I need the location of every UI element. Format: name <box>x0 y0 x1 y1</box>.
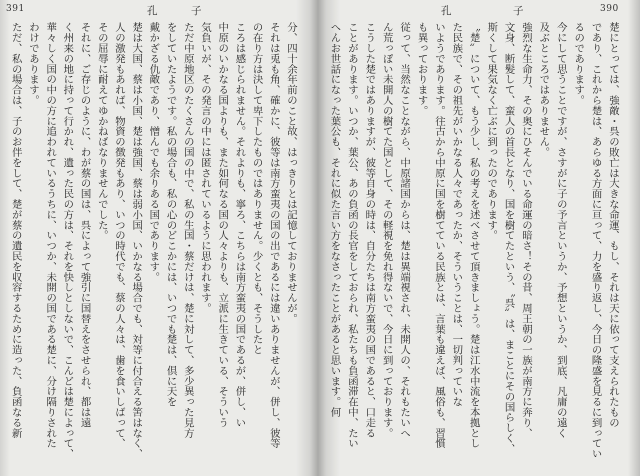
text-column: ただ中原地区のたくさんの国の中で、私の生国・蔡だけは、楚に対して、多少異った見方 <box>181 22 194 438</box>
text-column: 楚は大国、蔡は小国、楚は強国、蔡は弱小国、いかなる場合でも、対等に付合える筈はなく、 <box>130 22 143 459</box>
left-page-text <box>7 22 299 474</box>
text-column: 文身、断髪して、蛮人の首長となり、国を樹てたという、〝呉〟は、まことにその国らしく、 <box>502 22 515 454</box>
text-column: ことがあります。いつか、葉公、あの負函の長官をしておられ、私たちも負函滞在中、たい <box>345 22 358 449</box>
text-column: く州来の地に持って行かれ、遺った民の方は、それを快しとしないで、こんどは楚によって、 <box>61 22 74 459</box>
text-column: へんお世話になった葉公も、それに似た言い方をなさったことがあると思います。何 <box>328 22 341 418</box>
text-column: 強烈な生命力、その奥にひそんでいる命運の暗さ！その昔、周王朝の一族が南方に奔り、 <box>519 22 532 438</box>
text-column: をしていたようです。私の場合も、私の心のどこかには、いつでも楚は、倶に天を <box>164 22 177 407</box>
text-column: も異っております。 <box>415 22 428 116</box>
right-page-text <box>325 22 621 474</box>
right-page-number: 390 <box>600 4 619 14</box>
text-column: るのであります。 <box>572 22 585 106</box>
right-running-head-char: 子 <box>513 5 524 17</box>
text-column: 戴かざる仇敵であり、憎んでも余りある国であります。 <box>147 22 160 282</box>
text-column: いようであります。往古から中原に国を樹てている民族とは、言葉も違えば、風俗も、習慣 <box>432 22 445 449</box>
text-column: その屈辱に耐えてゆかねばなりませんでした。 <box>95 22 108 241</box>
text-column: こうした楚ではありますが、彼等自身の時は、自分たちは南方蛮夷の国であると、口走る <box>363 22 376 438</box>
text-column: 今にして思うことですが、さすがに子の予言というか、予想というか、到底、凡庸の遠く <box>554 22 567 438</box>
text-column: 及ぶところではありません。 <box>537 22 550 158</box>
text-column: 分、四十余年前のこと故、はっきりとは記憶しておりませんが。 <box>285 22 297 324</box>
text-column: であり、これから楚は、あらゆる方面に亘って、力を盛り返し、今日の隆盛を見るに到ってい <box>589 22 602 459</box>
right-running-head-char: 孔 <box>441 5 452 17</box>
text-column: の在り方は決して卑下したものではありません。少くとも、そうしたと <box>250 22 263 355</box>
text-column: わけであります。 <box>26 22 39 106</box>
text-column: 人の激発もあれば、物資の徴発もあり、いつの時代でも、蔡の人々は、歯を食いしばって、 <box>112 22 125 449</box>
text-column: た民族で、その祖先がいかなる人々であったか、そういうことは、一切判っていな <box>450 22 463 407</box>
text-column: それに、ご存じのように、わが蔡の国は、呉によって強引に国替えをさせられ、都は遠 <box>78 22 91 428</box>
text-column: ただ、私の場合は、子のお伴をして、楚が蔡の遺民を収容するために造った、負函なる新 <box>9 22 22 438</box>
text-column: 従って、当然なことながら、中原諸国からは、楚は異端視され、未開人の、それもたいへ <box>398 22 411 438</box>
text-column: それは兎も角、確かに、彼等は南方蛮夷の国の出であるには違いありませんが、併し、彼等 <box>267 22 280 449</box>
text-column: 華々しく国の中の方に追われているうちに、いつか、未開の国である楚に、分け隔りされた <box>44 22 57 449</box>
text-column: ころは感じられません。それよりも、寧ろ、こちらは南方蛮夷の国であるが、併し、い <box>233 22 246 428</box>
text-column: 〝楚〟について、もう少し、私の考えを述べさせて頂きましょう。楚は江水中流を本拠とし <box>467 22 480 449</box>
text-column: ん荒っぽい未開人の樹てた国として、その軽視を免れ得ないで、今日に到っております。 <box>380 22 393 438</box>
text-column: 中原のいかなる国よりも、また如何なる国の人々よりも、立派に生きている、そういう <box>216 22 229 428</box>
left-running-head-char: 孔 <box>147 5 158 17</box>
left-running-head-char: 子 <box>191 5 202 17</box>
text-column: 楚にとっては、強敵・呉の敗亡は大きな命運、もし、それは天に依って支えられたもの <box>607 22 619 428</box>
text-column: 気負いが、その発言の中には匿されているように思われます。 <box>198 22 211 314</box>
text-column: 斯くして果気なく亡ぶに到ったのであります。 <box>485 22 498 241</box>
left-page-number: 391 <box>6 4 25 14</box>
